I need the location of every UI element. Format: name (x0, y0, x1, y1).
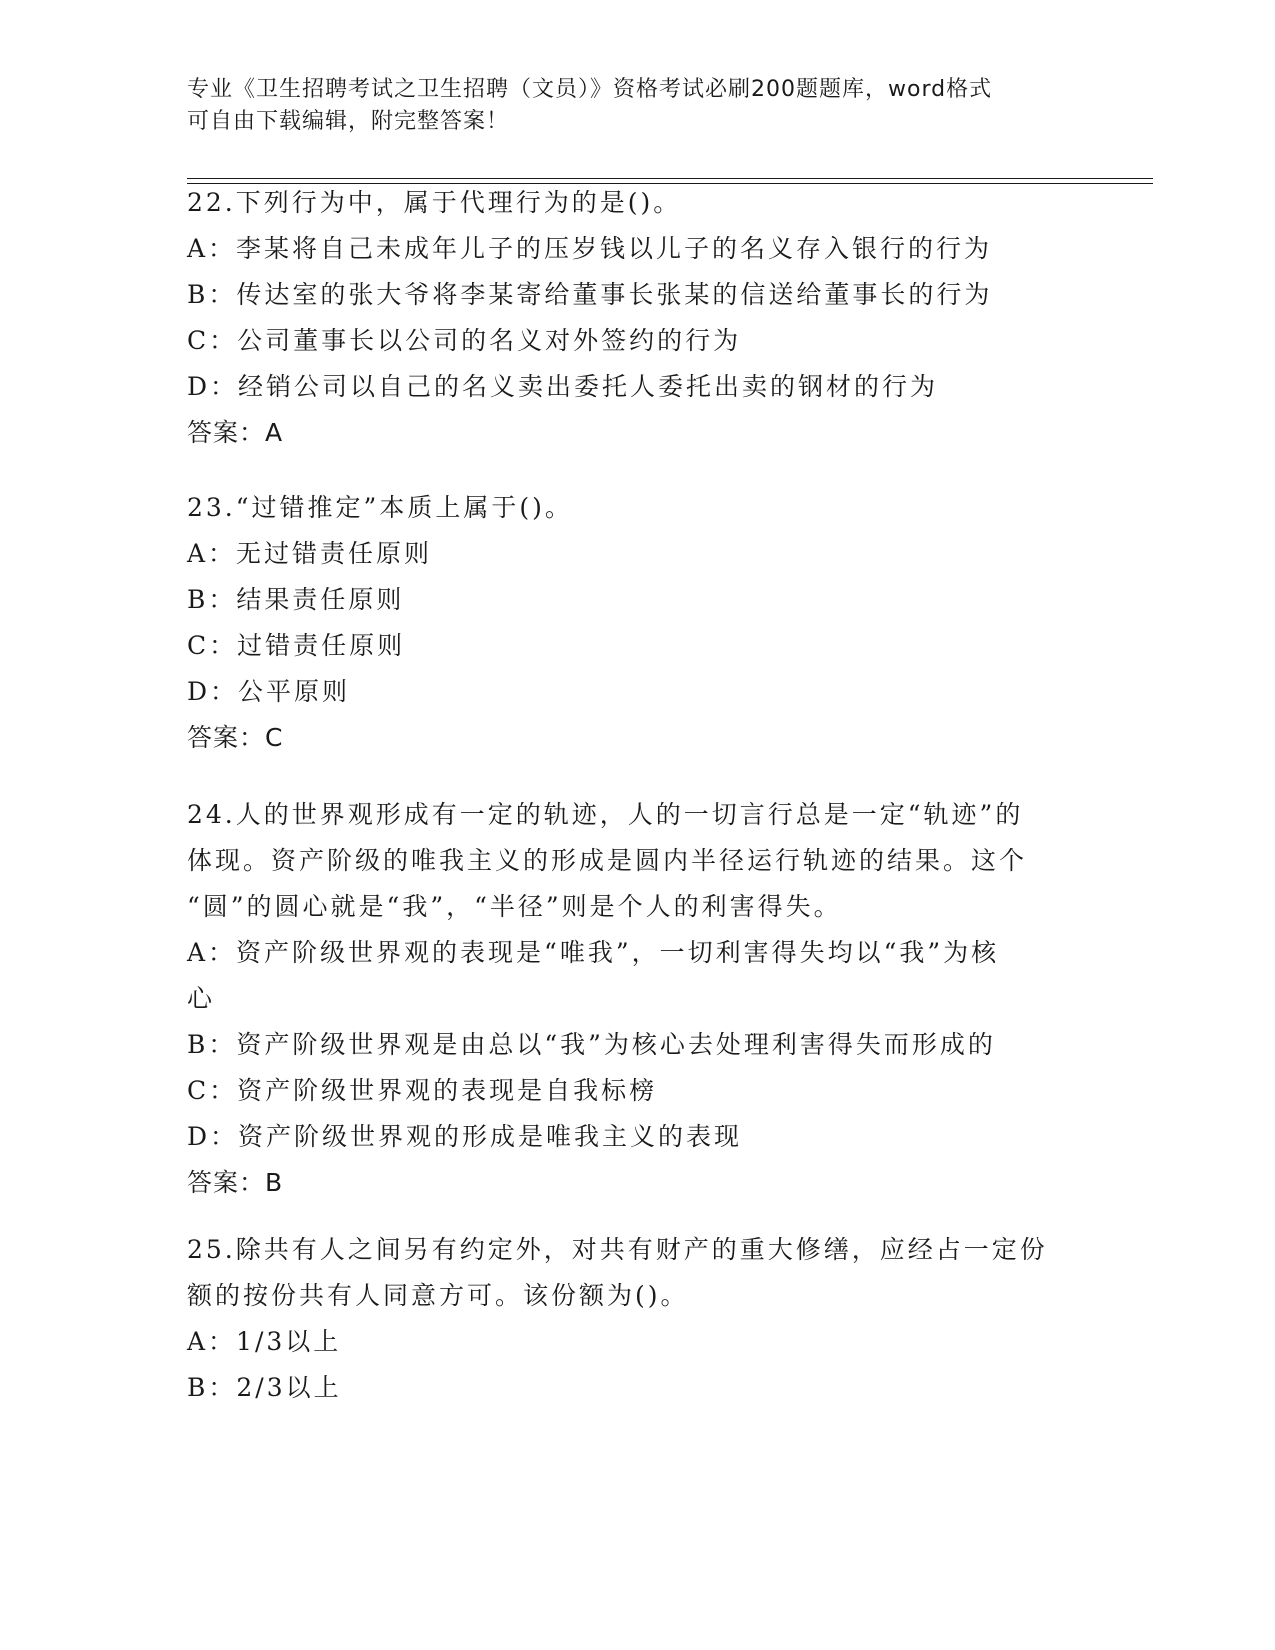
answer: 答案：A (187, 418, 284, 447)
option-a-cont: 心 (187, 984, 216, 1013)
question-23 (187, 485, 1087, 761)
option-c: C：资产阶级世界观的表现是自我标榜 (187, 1076, 658, 1105)
question-22 (187, 180, 1087, 456)
option-b: B：传达室的张大爷将李某寄给董事长张某的信送给董事长的行为 (187, 280, 993, 309)
option-d: D：公平原则 (187, 677, 351, 706)
option-c: C：公司董事长以公司的名义对外签约的行为 (187, 326, 742, 355)
question-stem: 25.除共有人之间另有约定外，对共有财产的重大修缮，应经占一定份 (187, 1235, 1048, 1264)
header-line-2: 可自由下载编辑，附完整答案！ (187, 109, 510, 134)
document-header (187, 74, 1087, 138)
question-stem-cont: 体现。资产阶级的唯我主义的形成是圆内半径运行轨迹的结果。这个 (187, 846, 1028, 875)
answer: 答案：C (187, 723, 284, 752)
option-a: A：无过错责任原则 (187, 539, 433, 568)
header-divider (187, 178, 1153, 179)
question-stem: 22.下列行为中，属于代理行为的是()。 (187, 188, 682, 217)
question-stem-cont: “圆”的圆心就是“我”，“半径”则是个人的利害得失。 (187, 892, 842, 921)
option-b: B：2/3以上 (187, 1373, 342, 1402)
question-stem: 23.“过错推定”本质上属于()。 (187, 493, 573, 522)
option-d: D：资产阶级世界观的形成是唯我主义的表现 (187, 1122, 743, 1151)
header-line-1: 专业《卫生招聘考试之卫生招聘（文员）》资格考试必刷200题题库，word格式 (187, 77, 993, 102)
question-25 (187, 1227, 1087, 1411)
answer: 答案：B (187, 1168, 284, 1197)
option-c: C：过错责任原则 (187, 631, 406, 660)
option-b: B：结果责任原则 (187, 585, 405, 614)
option-b: B：资产阶级世界观是由总以“我”为核心去处理利害得失而形成的 (187, 1030, 996, 1059)
option-a: A：1/3以上 (187, 1327, 342, 1356)
question-24 (187, 792, 1087, 1206)
option-d: D：经销公司以自己的名义卖出委托人委托出卖的钢材的行为 (187, 372, 939, 401)
option-a: A：资产阶级世界观的表现是“唯我”，一切利害得失均以“我”为核 (187, 938, 1000, 967)
question-stem-cont: 额的按份共有人同意方可。该份额为()。 (187, 1281, 689, 1310)
question-stem: 24.人的世界观形成有一定的轨迹，人的一切言行总是一定“轨迹”的 (187, 800, 1024, 829)
option-a: A：李某将自己未成年儿子的压岁钱以儿子的名义存入银行的行为 (187, 234, 993, 263)
